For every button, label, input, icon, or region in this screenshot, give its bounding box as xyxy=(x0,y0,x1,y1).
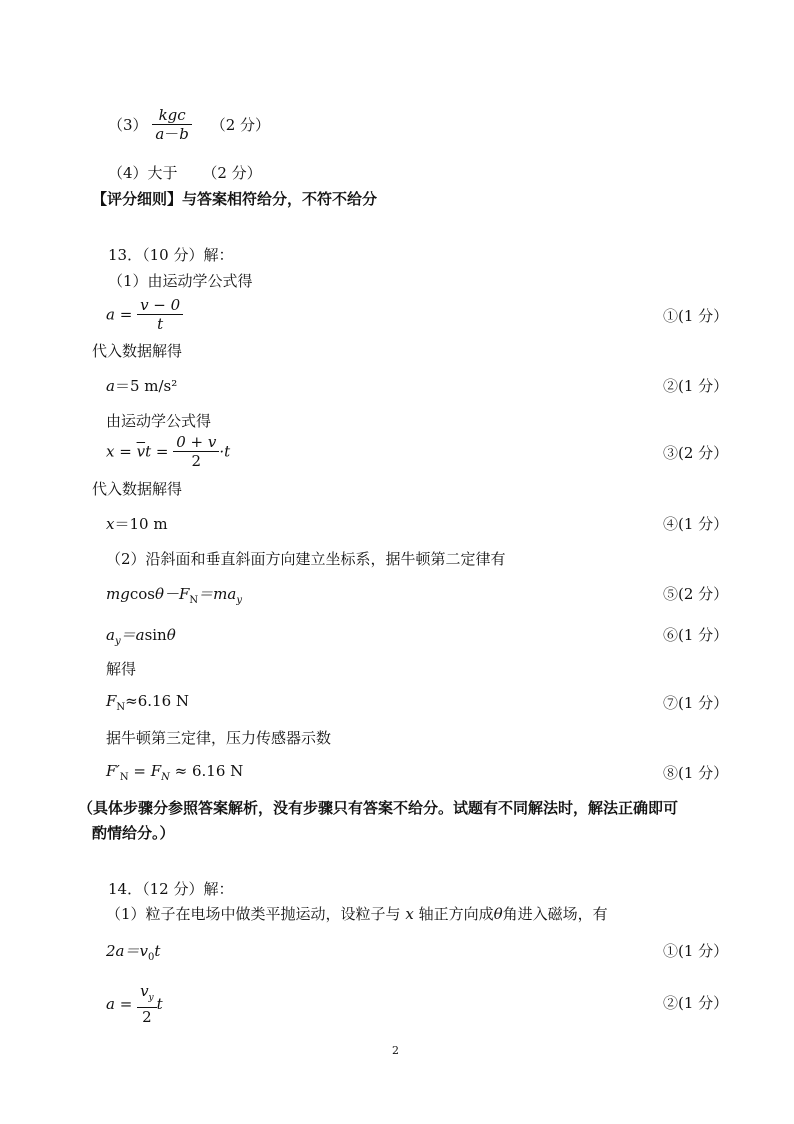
part3-numerator: kgc xyxy=(152,106,192,125)
part3-score: （2 分） xyxy=(210,116,270,134)
q13-eq8 xyxy=(106,762,243,783)
q13-eq6-rest-b: sin xyxy=(144,626,167,644)
q13-eq5-sub-y: y xyxy=(236,595,242,606)
q14-eq2 xyxy=(106,982,163,1026)
part4-label: （4）大于 xyxy=(108,164,178,182)
q13-eq4-var: x xyxy=(106,515,115,533)
part3-denominator xyxy=(152,125,192,143)
q13-eq8-eq: = xyxy=(128,762,151,780)
q13-eq2-val: ＝5 m/s² xyxy=(114,377,178,395)
q14-eq1-a: 2a＝v xyxy=(106,942,148,960)
q13-part1-intro: （1）由运动学公式得 xyxy=(108,272,253,290)
part4-row xyxy=(108,162,262,183)
q13-eq2-var: a xyxy=(106,377,115,395)
q13-eq7-f: F xyxy=(106,692,117,710)
q13-eq5-a: mg xyxy=(106,585,130,603)
q14-intro-c: 角进入磁场，有 xyxy=(502,905,608,923)
q13-eq1 xyxy=(106,296,183,333)
q13-eq8-sub2: N xyxy=(161,772,170,783)
q13-eq2-score: ②(1 分） xyxy=(663,377,729,395)
q14-eq1-t: t xyxy=(154,942,161,960)
part3-row xyxy=(108,106,270,143)
q13-eq7-sub-n: N xyxy=(116,702,126,713)
part3-fraction xyxy=(152,106,192,143)
q13-eq6-sub-y: y xyxy=(114,636,121,647)
scoring-rule: 【评分细则】与答案相符给分，不符不给分 xyxy=(92,190,378,208)
q13-sub2: 代入数据解得 xyxy=(92,480,183,498)
q13-eq3-lhs: x = xyxy=(106,442,137,461)
q13-eq1-den: t xyxy=(157,315,164,333)
q13-note-line2: 酌情给分。） xyxy=(92,824,175,842)
q13-eq6-score: ⑥(1 分） xyxy=(663,626,729,644)
q14-eq2-den: 2 xyxy=(142,1008,152,1026)
q14-eq2-eq: = xyxy=(114,995,138,1013)
q13-eq8-sub1: N xyxy=(119,772,129,783)
q14-intro-theta: θ xyxy=(493,905,503,923)
q13-eq3-den: 2 xyxy=(191,452,202,470)
part4-score: （2 分） xyxy=(202,164,262,182)
q13-eq8-score: ⑧(1 分） xyxy=(663,764,729,782)
q13-eq8-f1: F′ xyxy=(106,762,120,780)
q13-part2-intro2: 据牛顿第三定律，压力传感器示数 xyxy=(106,729,332,747)
q14-eq1 xyxy=(106,940,160,963)
q13-eq5-c: θ xyxy=(154,585,164,603)
q13-eq6 xyxy=(106,624,176,647)
q14-eq2-t: t xyxy=(156,995,163,1013)
q13-eq1-a: a xyxy=(106,305,115,324)
part3-label: （3） xyxy=(108,116,148,134)
q14-intro-a: （1）粒子在电场中做类平抛运动，设粒子与 xyxy=(106,905,406,923)
q13-eq7 xyxy=(106,692,189,713)
q13-eq3-t: t xyxy=(145,442,152,461)
q13-eq3-fraction xyxy=(173,433,219,470)
q13-eq5-b: cos xyxy=(129,585,155,603)
q14-eq1-score: ①(1 分） xyxy=(663,942,729,960)
q14-intro-x: x xyxy=(405,905,414,923)
q13-eq4-score: ④(1 分） xyxy=(663,515,729,533)
q13-sub3: 解得 xyxy=(106,660,137,678)
q14-header: 14．（12 分）解： xyxy=(108,880,234,898)
q13-eq3-vbar: $\overline{v}$ xyxy=(136,442,146,461)
q13-eq2 xyxy=(106,375,177,396)
q13-eq3-num: 0 + v xyxy=(173,433,219,452)
q13-eq5-e: ＝ma xyxy=(198,585,237,603)
q13-eq7-score: ⑦(1 分） xyxy=(663,694,729,712)
q14-eq2-fraction xyxy=(137,982,157,1026)
q13-eq6-a: a xyxy=(106,626,115,644)
q13-eq1-score: ①(1 分） xyxy=(663,307,729,325)
q13-eq5-d: －F xyxy=(164,585,190,603)
q14-intro-b: 轴正方向成 xyxy=(413,905,494,923)
part3-den-op: － xyxy=(164,125,180,143)
q13-eq5-sub-n: N xyxy=(189,595,199,606)
q13-eq1-num: v − 0 xyxy=(137,296,183,315)
q13-eq5 xyxy=(106,583,242,606)
q13-note-line1: （具体步骤分参照答案解析，没有步骤只有答案不给分。试题有不同解法时，解法正确即可 xyxy=(78,799,679,817)
part3-den-a: a xyxy=(155,125,165,143)
q14-eq2-score: ②(1 分） xyxy=(663,994,729,1012)
q13-eq1-fraction xyxy=(137,296,183,333)
q13-eq4 xyxy=(106,513,168,534)
q14-eq2-num xyxy=(137,982,157,1008)
q13-eq4-val: ＝10 m xyxy=(114,515,168,533)
q13-part1-intro2: 由运动学公式得 xyxy=(106,412,212,430)
q13-eq3 xyxy=(106,433,230,470)
q13-part2-intro: （2）沿斜面和垂直斜面方向建立坐标系，据牛顿第二定律有 xyxy=(106,550,506,568)
q13-eq8-f2: F xyxy=(150,762,162,780)
q13-eq3-score: ③(2 分） xyxy=(663,444,729,462)
part3-den-b: b xyxy=(179,125,189,143)
q13-eq1-eq: = xyxy=(114,305,138,324)
q14-eq2-num-sub: y xyxy=(148,993,154,1003)
q13-header: 13．（10 分）解： xyxy=(108,246,234,264)
q13-eq3-eq: = xyxy=(151,442,174,461)
q13-eq5-score: ⑤(2 分） xyxy=(663,585,729,603)
q13-sub1: 代入数据解得 xyxy=(92,342,183,360)
q13-eq6-rest-a: ＝a xyxy=(120,626,145,644)
q14-eq2-num-v: v xyxy=(140,982,149,1000)
q13-eq6-rest-c: θ xyxy=(166,626,176,644)
q14-eq2-a: a xyxy=(106,995,115,1013)
q13-eq3-tail: ·t xyxy=(219,442,231,461)
q14-part1-intro xyxy=(106,903,608,924)
q14-eq1-sub0: 0 xyxy=(147,952,155,963)
q13-eq7-val: ≈6.16 N xyxy=(125,692,190,710)
page-number: 2 xyxy=(392,1044,399,1057)
q13-eq8-val: ≈ 6.16 N xyxy=(169,762,244,780)
